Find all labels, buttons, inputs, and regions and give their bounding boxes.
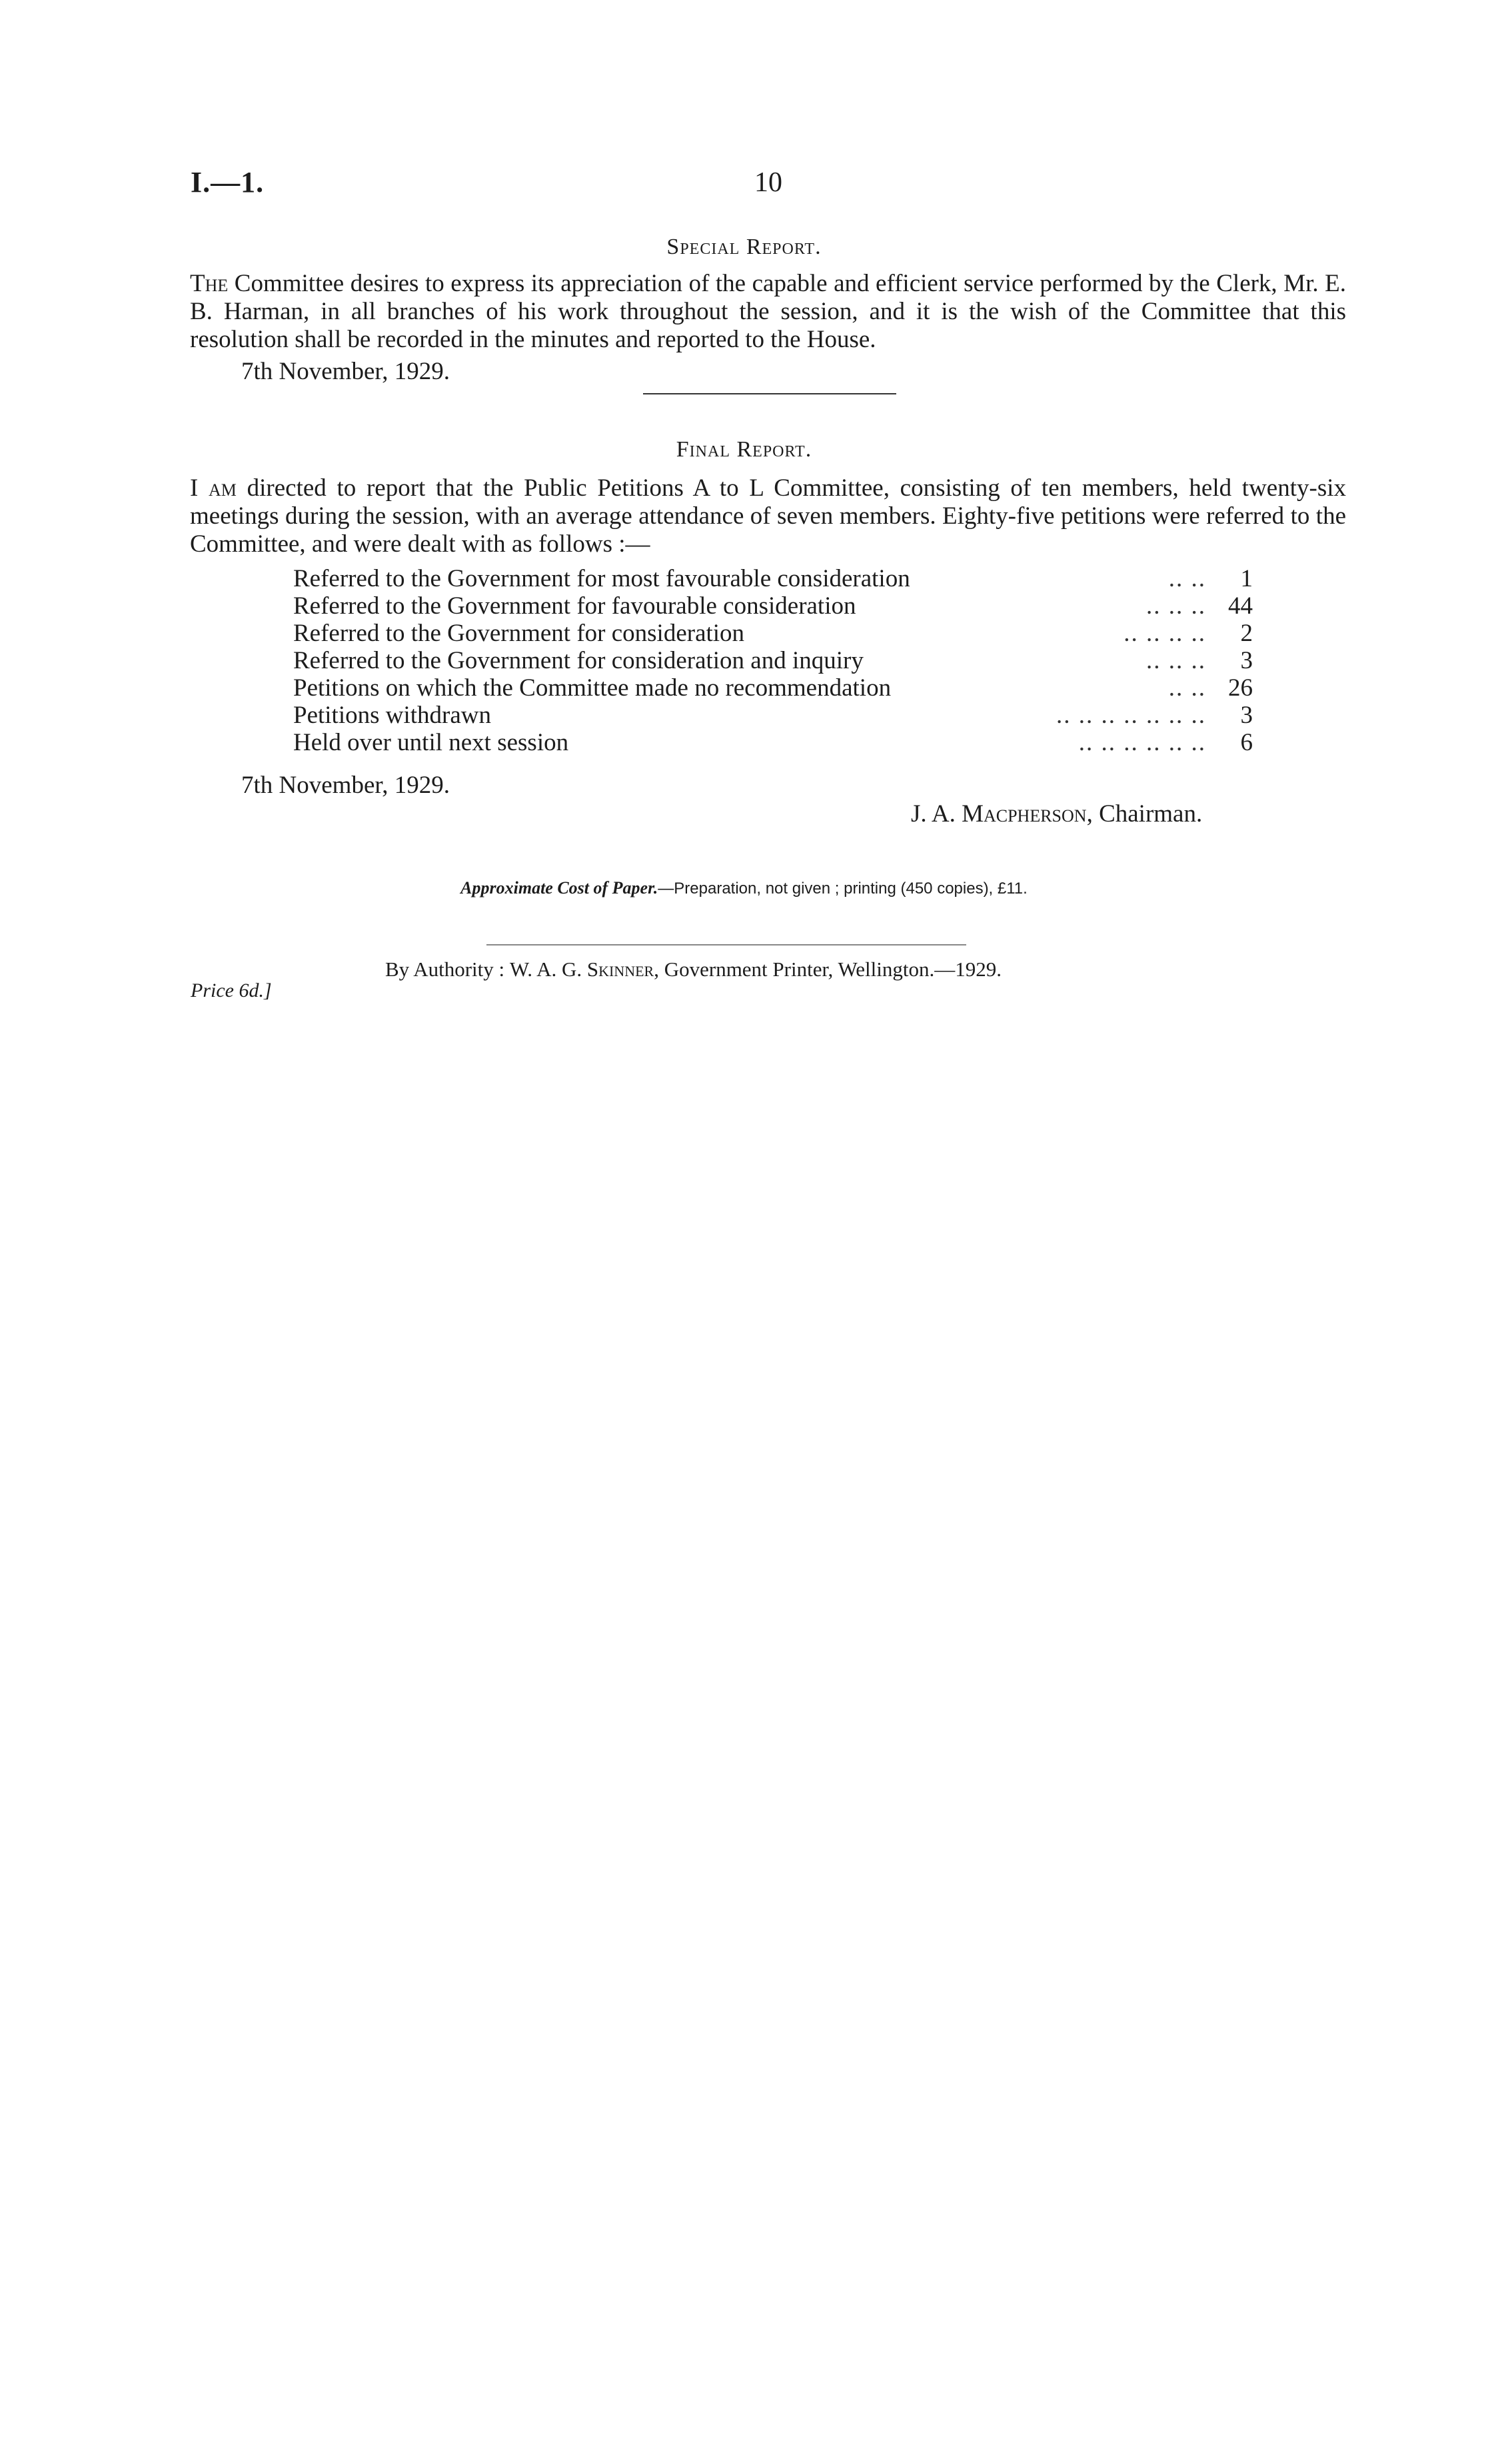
table-row bbox=[293, 702, 1253, 729]
final-report-date: 7th November, 1929. bbox=[241, 772, 450, 799]
special-report-lead: The bbox=[190, 270, 229, 297]
price: Price 6d.] bbox=[191, 979, 272, 1001]
row-label: Referred to the Government for consideration bbox=[293, 620, 745, 647]
row-label: Referred to the Government for consideration and inquiry bbox=[293, 647, 864, 674]
petitions-table bbox=[293, 565, 1253, 756]
final-report-heading: Final Report. bbox=[676, 437, 812, 462]
row-label: Petitions withdrawn bbox=[293, 702, 492, 729]
table-row bbox=[293, 729, 1253, 756]
row-value: 2 bbox=[1240, 620, 1253, 647]
table-row bbox=[293, 674, 1253, 702]
footer-divider bbox=[486, 944, 966, 945]
table-row bbox=[293, 647, 1253, 674]
authority-prefix: By Authority : bbox=[385, 957, 505, 981]
row-label: Referred to the Government for most favourable consideration bbox=[293, 565, 910, 592]
table-row bbox=[293, 592, 1253, 620]
row-value: 1 bbox=[1240, 565, 1253, 592]
signature-title: Chairman. bbox=[1099, 800, 1203, 828]
section-divider bbox=[643, 393, 896, 394]
row-value: 3 bbox=[1240, 702, 1253, 729]
authority-name: W. A. G. Skinner, bbox=[509, 957, 659, 981]
row-leaders: .. .. bbox=[1168, 565, 1206, 592]
table-row bbox=[293, 620, 1253, 647]
row-value: 6 bbox=[1240, 729, 1253, 756]
signature bbox=[911, 800, 1202, 828]
row-value: 3 bbox=[1240, 647, 1253, 674]
cost-text: —Preparation, not given ; printing (450 copies), £11. bbox=[658, 880, 1028, 898]
row-label: Held over until next session bbox=[293, 729, 569, 756]
row-leaders: .. .. .. .. .. .. .. bbox=[1056, 702, 1206, 729]
page-ref: I.—1. bbox=[191, 166, 265, 199]
row-leaders: .. .. bbox=[1168, 674, 1206, 702]
row-leaders: .. .. .. .. bbox=[1123, 620, 1206, 647]
table-row bbox=[293, 565, 1253, 592]
cost-note bbox=[0, 878, 1488, 898]
special-report-body: Committee desires to express its appreciation of the capable and efficient service performed by the Clerk, Mr. E. B. Harman, in all branches of his work throughout the session, and it is the wish of the Committee that this resolution shall be recorded in the minutes and reported to the House. bbox=[190, 270, 1346, 353]
final-report-lead: I am bbox=[190, 474, 237, 502]
authority-rest: Government Printer, Wellington.—1929. bbox=[664, 957, 1002, 981]
row-leaders: .. .. .. bbox=[1146, 592, 1206, 620]
row-value: 44 bbox=[1228, 592, 1253, 620]
row-label: Petitions on which the Committee made no recommendation bbox=[293, 674, 892, 702]
signature-name: J. A. Macpherson, bbox=[911, 800, 1093, 828]
cost-label: Approximate Cost of Paper. bbox=[460, 878, 658, 898]
final-report-body: directed to report that the Public Petitions A to L Committee, consisting of ten members, held twenty-six meetings during the session, with an average attendance of seven members. Eighty-five petitions were referred to the Committee, and were dealt with as follows :— bbox=[190, 474, 1347, 558]
row-leaders: .. .. .. bbox=[1146, 647, 1206, 674]
final-report-paragraph bbox=[190, 474, 1346, 558]
special-report-heading: Special Report. bbox=[666, 235, 822, 259]
page-number: 10 bbox=[754, 167, 782, 198]
authority-line bbox=[385, 957, 1002, 981]
special-report-paragraph bbox=[190, 270, 1346, 354]
special-report-date: 7th November, 1929. bbox=[241, 358, 450, 385]
row-leaders: .. .. .. .. .. .. bbox=[1078, 729, 1206, 756]
row-value: 26 bbox=[1228, 674, 1253, 702]
row-label: Referred to the Government for favourable consideration bbox=[293, 592, 856, 620]
